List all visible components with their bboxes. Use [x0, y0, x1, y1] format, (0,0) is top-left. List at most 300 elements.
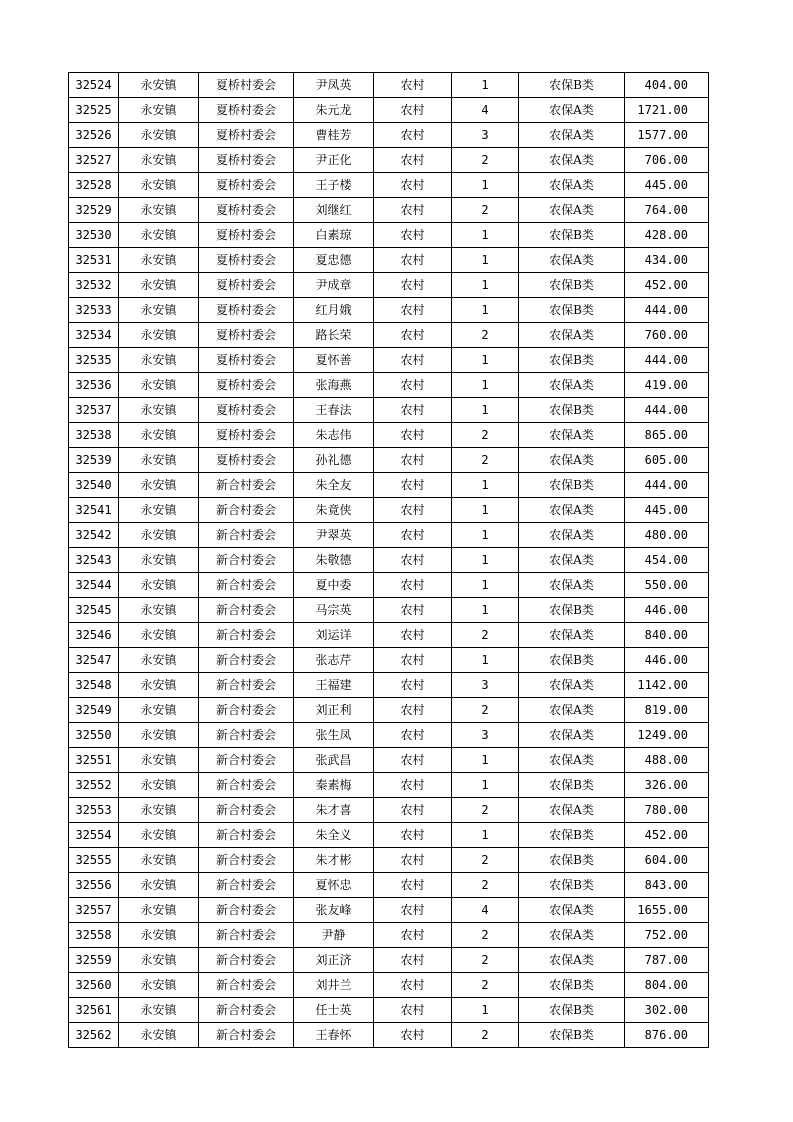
amount-cell: 445.00 [625, 498, 709, 523]
town-cell: 永安镇 [119, 298, 199, 323]
insurance-type-cell: 农保B类 [519, 73, 625, 98]
area-type-cell: 农村 [374, 548, 452, 573]
village-cell: 新合村委会 [199, 723, 294, 748]
town-cell: 永安镇 [119, 748, 199, 773]
amount-cell: 1249.00 [625, 723, 709, 748]
name-cell: 张海燕 [294, 373, 374, 398]
record-id-cell: 32532 [69, 273, 119, 298]
village-cell: 夏桥村委会 [199, 73, 294, 98]
table-row [69, 348, 709, 373]
village-cell: 新合村委会 [199, 873, 294, 898]
table-row [69, 73, 709, 98]
village-cell: 夏桥村委会 [199, 423, 294, 448]
town-cell: 永安镇 [119, 448, 199, 473]
town-cell: 永安镇 [119, 273, 199, 298]
record-id-cell: 32538 [69, 423, 119, 448]
name-cell: 王福建 [294, 673, 374, 698]
village-cell: 新合村委会 [199, 623, 294, 648]
name-cell: 夏忠德 [294, 248, 374, 273]
amount-cell: 760.00 [625, 323, 709, 348]
record-id-cell: 32537 [69, 398, 119, 423]
amount-cell: 452.00 [625, 823, 709, 848]
household-size-cell: 1 [452, 498, 519, 523]
record-id-cell: 32530 [69, 223, 119, 248]
insurance-type-cell: 农保A类 [519, 198, 625, 223]
village-cell: 新合村委会 [199, 773, 294, 798]
name-cell: 尹正化 [294, 148, 374, 173]
amount-cell: 604.00 [625, 848, 709, 873]
area-type-cell: 农村 [374, 748, 452, 773]
name-cell: 刘井兰 [294, 973, 374, 998]
insurance-type-cell: 农保A类 [519, 748, 625, 773]
household-size-cell: 2 [452, 848, 519, 873]
household-size-cell: 1 [452, 823, 519, 848]
data-table [68, 72, 709, 1048]
town-cell: 永安镇 [119, 923, 199, 948]
town-cell: 永安镇 [119, 498, 199, 523]
household-size-cell: 2 [452, 198, 519, 223]
town-cell: 永安镇 [119, 973, 199, 998]
insurance-type-cell: 农保A类 [519, 573, 625, 598]
table-row [69, 723, 709, 748]
table-row [69, 523, 709, 548]
record-id-cell: 32554 [69, 823, 119, 848]
household-size-cell: 1 [452, 473, 519, 498]
village-cell: 新合村委会 [199, 898, 294, 923]
amount-cell: 446.00 [625, 648, 709, 673]
area-type-cell: 农村 [374, 373, 452, 398]
name-cell: 夏中委 [294, 573, 374, 598]
amount-cell: 605.00 [625, 448, 709, 473]
town-cell: 永安镇 [119, 723, 199, 748]
table-row [69, 973, 709, 998]
village-cell: 新合村委会 [199, 673, 294, 698]
town-cell: 永安镇 [119, 123, 199, 148]
amount-cell: 780.00 [625, 798, 709, 823]
name-cell: 王春怀 [294, 1023, 374, 1048]
record-id-cell: 32558 [69, 923, 119, 948]
record-id-cell: 32541 [69, 498, 119, 523]
insurance-type-cell: 农保A类 [519, 448, 625, 473]
amount-cell: 876.00 [625, 1023, 709, 1048]
name-cell: 张友峰 [294, 898, 374, 923]
area-type-cell: 农村 [374, 598, 452, 623]
name-cell: 孙礼德 [294, 448, 374, 473]
town-cell: 永安镇 [119, 198, 199, 223]
table-row [69, 498, 709, 523]
record-id-cell: 32553 [69, 798, 119, 823]
town-cell: 永安镇 [119, 173, 199, 198]
record-id-cell: 32551 [69, 748, 119, 773]
area-type-cell: 农村 [374, 73, 452, 98]
village-cell: 新合村委会 [199, 823, 294, 848]
household-size-cell: 2 [452, 1023, 519, 1048]
record-id-cell: 32529 [69, 198, 119, 223]
area-type-cell: 农村 [374, 673, 452, 698]
table-row [69, 773, 709, 798]
record-id-cell: 32528 [69, 173, 119, 198]
name-cell: 朱才彬 [294, 848, 374, 873]
town-cell: 永安镇 [119, 598, 199, 623]
town-cell: 永安镇 [119, 1023, 199, 1048]
insurance-type-cell: 农保A类 [519, 548, 625, 573]
name-cell: 尹成章 [294, 273, 374, 298]
area-type-cell: 农村 [374, 473, 452, 498]
area-type-cell: 农村 [374, 898, 452, 923]
record-id-cell: 32527 [69, 148, 119, 173]
insurance-type-cell: 农保A类 [519, 498, 625, 523]
name-cell: 朱才喜 [294, 798, 374, 823]
name-cell: 曹桂芳 [294, 123, 374, 148]
amount-cell: 865.00 [625, 423, 709, 448]
town-cell: 永安镇 [119, 473, 199, 498]
area-type-cell: 农村 [374, 273, 452, 298]
village-cell: 新合村委会 [199, 948, 294, 973]
record-id-cell: 32556 [69, 873, 119, 898]
village-cell: 夏桥村委会 [199, 298, 294, 323]
village-cell: 夏桥村委会 [199, 223, 294, 248]
table-row [69, 673, 709, 698]
name-cell: 朱敬德 [294, 548, 374, 573]
village-cell: 夏桥村委会 [199, 98, 294, 123]
record-id-cell: 32525 [69, 98, 119, 123]
amount-cell: 404.00 [625, 73, 709, 98]
village-cell: 新合村委会 [199, 848, 294, 873]
amount-cell: 1655.00 [625, 898, 709, 923]
household-size-cell: 1 [452, 348, 519, 373]
table-row [69, 698, 709, 723]
insurance-type-cell: 农保B类 [519, 1023, 625, 1048]
village-cell: 新合村委会 [199, 498, 294, 523]
town-cell: 永安镇 [119, 648, 199, 673]
household-size-cell: 2 [452, 698, 519, 723]
name-cell: 夏怀善 [294, 348, 374, 373]
village-cell: 新合村委会 [199, 748, 294, 773]
table-body [69, 73, 709, 1048]
area-type-cell: 农村 [374, 973, 452, 998]
household-size-cell: 1 [452, 573, 519, 598]
town-cell: 永安镇 [119, 898, 199, 923]
record-id-cell: 32559 [69, 948, 119, 973]
village-cell: 新合村委会 [199, 473, 294, 498]
village-cell: 夏桥村委会 [199, 398, 294, 423]
area-type-cell: 农村 [374, 173, 452, 198]
table-row [69, 448, 709, 473]
town-cell: 永安镇 [119, 773, 199, 798]
table-row [69, 173, 709, 198]
amount-cell: 843.00 [625, 873, 709, 898]
amount-cell: 444.00 [625, 473, 709, 498]
amount-cell: 428.00 [625, 223, 709, 248]
household-size-cell: 2 [452, 948, 519, 973]
amount-cell: 454.00 [625, 548, 709, 573]
insurance-type-cell: 农保A类 [519, 173, 625, 198]
area-type-cell: 农村 [374, 198, 452, 223]
area-type-cell: 农村 [374, 123, 452, 148]
amount-cell: 787.00 [625, 948, 709, 973]
town-cell: 永安镇 [119, 98, 199, 123]
area-type-cell: 农村 [374, 923, 452, 948]
name-cell: 白素琼 [294, 223, 374, 248]
insurance-type-cell: 农保A类 [519, 523, 625, 548]
table-row [69, 1023, 709, 1048]
amount-cell: 452.00 [625, 273, 709, 298]
area-type-cell: 农村 [374, 248, 452, 273]
household-size-cell: 3 [452, 723, 519, 748]
insurance-type-cell: 农保B类 [519, 823, 625, 848]
insurance-type-cell: 农保A类 [519, 373, 625, 398]
name-cell: 张志芹 [294, 648, 374, 673]
area-type-cell: 农村 [374, 623, 452, 648]
name-cell: 朱全友 [294, 473, 374, 498]
village-cell: 新合村委会 [199, 698, 294, 723]
amount-cell: 444.00 [625, 398, 709, 423]
name-cell: 尹凤英 [294, 73, 374, 98]
town-cell: 永安镇 [119, 148, 199, 173]
area-type-cell: 农村 [374, 1023, 452, 1048]
insurance-type-cell: 农保B类 [519, 398, 625, 423]
insurance-type-cell: 农保B类 [519, 223, 625, 248]
amount-cell: 706.00 [625, 148, 709, 173]
household-size-cell: 1 [452, 398, 519, 423]
area-type-cell: 农村 [374, 773, 452, 798]
record-id-cell: 32547 [69, 648, 119, 673]
household-size-cell: 1 [452, 598, 519, 623]
area-type-cell: 农村 [374, 498, 452, 523]
record-id-cell: 32535 [69, 348, 119, 373]
household-size-cell: 1 [452, 173, 519, 198]
area-type-cell: 农村 [374, 573, 452, 598]
amount-cell: 444.00 [625, 348, 709, 373]
town-cell: 永安镇 [119, 523, 199, 548]
insurance-type-cell: 农保B类 [519, 848, 625, 873]
village-cell: 夏桥村委会 [199, 348, 294, 373]
town-cell: 永安镇 [119, 998, 199, 1023]
household-size-cell: 2 [452, 448, 519, 473]
record-id-cell: 32552 [69, 773, 119, 798]
village-cell: 夏桥村委会 [199, 198, 294, 223]
table-row [69, 898, 709, 923]
insurance-type-cell: 农保A类 [519, 148, 625, 173]
record-id-cell: 32531 [69, 248, 119, 273]
village-cell: 夏桥村委会 [199, 373, 294, 398]
insurance-type-cell: 农保B类 [519, 273, 625, 298]
amount-cell: 1142.00 [625, 673, 709, 698]
household-size-cell: 1 [452, 373, 519, 398]
record-id-cell: 32543 [69, 548, 119, 573]
name-cell: 朱竟侠 [294, 498, 374, 523]
area-type-cell: 农村 [374, 398, 452, 423]
town-cell: 永安镇 [119, 573, 199, 598]
household-size-cell: 1 [452, 223, 519, 248]
insurance-type-cell: 农保B类 [519, 348, 625, 373]
town-cell: 永安镇 [119, 398, 199, 423]
table-row [69, 98, 709, 123]
household-size-cell: 4 [452, 98, 519, 123]
insurance-type-cell: 农保A类 [519, 798, 625, 823]
village-cell: 夏桥村委会 [199, 173, 294, 198]
record-id-cell: 32561 [69, 998, 119, 1023]
table-row [69, 198, 709, 223]
name-cell: 王子楼 [294, 173, 374, 198]
town-cell: 永安镇 [119, 423, 199, 448]
insurance-type-cell: 农保A类 [519, 98, 625, 123]
table-row [69, 848, 709, 873]
table-row [69, 273, 709, 298]
village-cell: 夏桥村委会 [199, 448, 294, 473]
name-cell: 刘继红 [294, 198, 374, 223]
name-cell: 尹翠英 [294, 523, 374, 548]
area-type-cell: 农村 [374, 523, 452, 548]
insurance-type-cell: 农保A类 [519, 723, 625, 748]
amount-cell: 434.00 [625, 248, 709, 273]
table-row [69, 923, 709, 948]
village-cell: 新合村委会 [199, 798, 294, 823]
town-cell: 永安镇 [119, 798, 199, 823]
insurance-type-cell: 农保B类 [519, 598, 625, 623]
record-id-cell: 32534 [69, 323, 119, 348]
amount-cell: 444.00 [625, 298, 709, 323]
insurance-type-cell: 农保A类 [519, 698, 625, 723]
amount-cell: 302.00 [625, 998, 709, 1023]
village-cell: 新合村委会 [199, 923, 294, 948]
record-id-cell: 32549 [69, 698, 119, 723]
table-row [69, 998, 709, 1023]
amount-cell: 326.00 [625, 773, 709, 798]
town-cell: 永安镇 [119, 348, 199, 373]
insurance-type-cell: 农保A类 [519, 323, 625, 348]
area-type-cell: 农村 [374, 798, 452, 823]
insurance-type-cell: 农保A类 [519, 898, 625, 923]
area-type-cell: 农村 [374, 423, 452, 448]
household-size-cell: 2 [452, 323, 519, 348]
name-cell: 夏怀忠 [294, 873, 374, 898]
insurance-type-cell: 农保A类 [519, 623, 625, 648]
town-cell: 永安镇 [119, 623, 199, 648]
table-row [69, 948, 709, 973]
area-type-cell: 农村 [374, 698, 452, 723]
amount-cell: 1721.00 [625, 98, 709, 123]
area-type-cell: 农村 [374, 648, 452, 673]
village-cell: 新合村委会 [199, 1023, 294, 1048]
record-id-cell: 32536 [69, 373, 119, 398]
insurance-type-cell: 农保B类 [519, 473, 625, 498]
household-size-cell: 1 [452, 248, 519, 273]
table-row [69, 548, 709, 573]
household-size-cell: 2 [452, 798, 519, 823]
record-id-cell: 32557 [69, 898, 119, 923]
amount-cell: 804.00 [625, 973, 709, 998]
amount-cell: 1577.00 [625, 123, 709, 148]
household-size-cell: 1 [452, 298, 519, 323]
amount-cell: 550.00 [625, 573, 709, 598]
household-size-cell: 1 [452, 273, 519, 298]
town-cell: 永安镇 [119, 698, 199, 723]
village-cell: 新合村委会 [199, 573, 294, 598]
household-size-cell: 2 [452, 873, 519, 898]
household-size-cell: 1 [452, 648, 519, 673]
insurance-type-cell: 农保B类 [519, 298, 625, 323]
record-id-cell: 32540 [69, 473, 119, 498]
household-size-cell: 1 [452, 73, 519, 98]
town-cell: 永安镇 [119, 948, 199, 973]
amount-cell: 446.00 [625, 598, 709, 623]
amount-cell: 840.00 [625, 623, 709, 648]
town-cell: 永安镇 [119, 823, 199, 848]
table-row [69, 573, 709, 598]
insurance-type-cell: 农保A类 [519, 423, 625, 448]
record-id-cell: 32546 [69, 623, 119, 648]
insurance-type-cell: 农保A类 [519, 248, 625, 273]
area-type-cell: 农村 [374, 823, 452, 848]
table-row [69, 748, 709, 773]
village-cell: 夏桥村委会 [199, 273, 294, 298]
table-row [69, 648, 709, 673]
record-id-cell: 32526 [69, 123, 119, 148]
table-row [69, 423, 709, 448]
insurance-type-cell: 农保B类 [519, 998, 625, 1023]
table-row [69, 623, 709, 648]
village-cell: 新合村委会 [199, 598, 294, 623]
record-id-cell: 32539 [69, 448, 119, 473]
village-cell: 夏桥村委会 [199, 123, 294, 148]
village-cell: 新合村委会 [199, 973, 294, 998]
amount-cell: 819.00 [625, 698, 709, 723]
village-cell: 新合村委会 [199, 648, 294, 673]
household-size-cell: 2 [452, 623, 519, 648]
area-type-cell: 农村 [374, 223, 452, 248]
name-cell: 张生凤 [294, 723, 374, 748]
area-type-cell: 农村 [374, 998, 452, 1023]
name-cell: 朱志伟 [294, 423, 374, 448]
household-size-cell: 4 [452, 898, 519, 923]
name-cell: 王春法 [294, 398, 374, 423]
household-size-cell: 1 [452, 748, 519, 773]
name-cell: 张武昌 [294, 748, 374, 773]
table-row [69, 223, 709, 248]
name-cell: 刘运详 [294, 623, 374, 648]
table-row [69, 298, 709, 323]
table-row [69, 873, 709, 898]
name-cell: 秦素梅 [294, 773, 374, 798]
name-cell: 朱全义 [294, 823, 374, 848]
town-cell: 永安镇 [119, 223, 199, 248]
table-row [69, 323, 709, 348]
area-type-cell: 农村 [374, 723, 452, 748]
name-cell: 任士英 [294, 998, 374, 1023]
table-row [69, 148, 709, 173]
area-type-cell: 农村 [374, 323, 452, 348]
name-cell: 尹静 [294, 923, 374, 948]
area-type-cell: 农村 [374, 148, 452, 173]
insurance-type-cell: 农保A类 [519, 948, 625, 973]
household-size-cell: 2 [452, 148, 519, 173]
record-id-cell: 32562 [69, 1023, 119, 1048]
amount-cell: 764.00 [625, 198, 709, 223]
town-cell: 永安镇 [119, 873, 199, 898]
table-row [69, 823, 709, 848]
record-id-cell: 32560 [69, 973, 119, 998]
insurance-type-cell: 农保A类 [519, 923, 625, 948]
town-cell: 永安镇 [119, 373, 199, 398]
household-size-cell: 2 [452, 423, 519, 448]
table-row [69, 473, 709, 498]
insurance-type-cell: 农保B类 [519, 973, 625, 998]
amount-cell: 419.00 [625, 373, 709, 398]
insurance-type-cell: 农保B类 [519, 648, 625, 673]
record-id-cell: 32524 [69, 73, 119, 98]
name-cell: 刘正利 [294, 698, 374, 723]
